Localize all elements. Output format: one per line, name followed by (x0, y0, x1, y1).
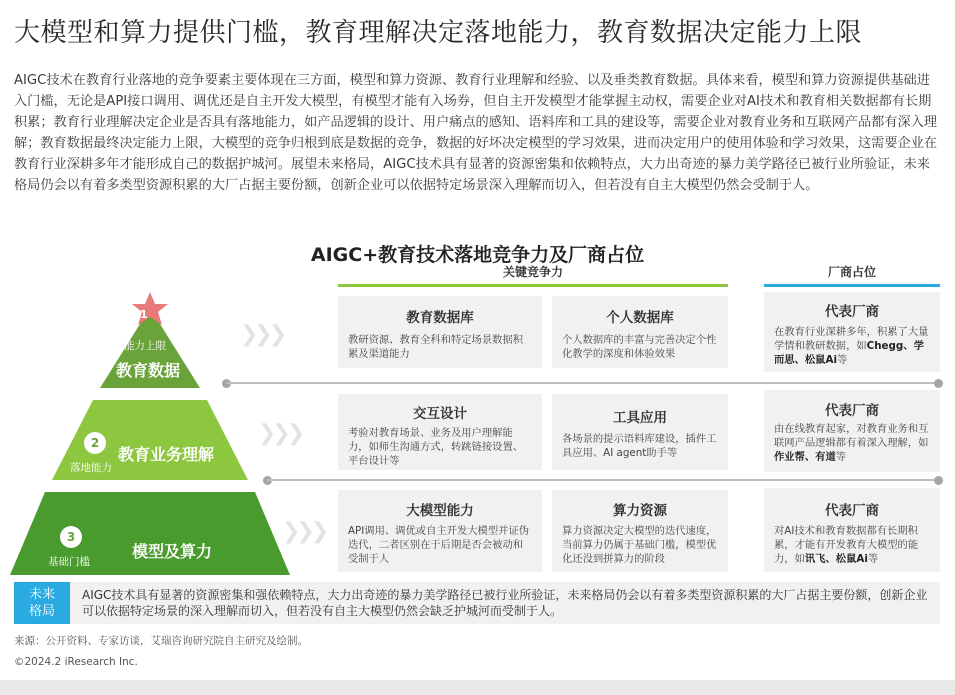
vendor-title: 代表厂商 (825, 503, 879, 519)
source-note: 来源：公开资料、专家访谈，艾瑞咨询研究院自主研究及绘制。 (14, 635, 308, 647)
card-title: 个人数据库 (606, 310, 674, 326)
conclusion-text: AIGC技术具有显著的资源密集和强依赖特点，大力出奇迹的暴力美学路径已被行业所验证，未来格局仍会以有着多类型资源积累的大厂占据主要份额，创新企业可以依据特定场景的深入理解而切入，但若没有自主大模型仍然会缺乏护城河而受制于人。 (82, 588, 928, 618)
conclusion-label: 未来 格局 (14, 582, 70, 624)
chevron-right-icon: ❯❯❯ (282, 519, 326, 544)
card-title: 工具应用 (613, 410, 667, 426)
row-separator (267, 479, 938, 481)
tier1-label: 教育数据 (116, 361, 181, 380)
card-title: 大模型能力 (406, 503, 474, 519)
card-body: 算力资源决定大模型的迭代速度，当前算力仍属于基础门槛，模型优化还没到拼算力的阶段 (562, 525, 717, 565)
vendor-body: 在教育行业深耕多年，积累了大量学情和教研数据，如Chegg、学而思、松鼠Ai等 (774, 326, 929, 366)
card-compute-resource (552, 490, 728, 572)
tier2-number-circle: 2 (84, 432, 106, 454)
tier3-label: 模型及算力 (132, 542, 213, 561)
chevron-right-icon: ❯❯❯ (240, 322, 284, 347)
chevron-right-icon: ❯❯❯ (258, 421, 302, 446)
card-personal-database (552, 296, 728, 368)
card-body: 各场景的提示语料库建设，插件工具应用、AI agent助手等 (562, 433, 717, 459)
vendor-names: 作业帮、有道 (774, 451, 836, 463)
tier1-small-label: 能力上限 (124, 340, 166, 352)
vendor-title: 代表厂商 (825, 403, 879, 419)
card-education-database (338, 296, 542, 368)
vendor-title: 代表厂商 (825, 304, 879, 320)
tier2-label: 教育业务理解 (118, 445, 215, 464)
vendor-card-tier3 (764, 488, 940, 572)
card-tool-application (552, 394, 728, 470)
card-body: API调用、调优或自主开发大模型并证伪迭代，二者区别在于后期是否会被动和受制于人 (348, 525, 530, 565)
card-body: 个人数据库的丰富与完善决定个性化教学的深度和体验效果 (562, 334, 717, 360)
vendor-card-tier2 (764, 390, 940, 472)
card-model-capability (338, 490, 542, 572)
card-interaction-design (338, 394, 542, 470)
card-body: 教研资源、教育全科和特定场景数据积累及渠道能力 (348, 334, 524, 360)
key-competence-header-bar (338, 284, 728, 287)
card-title: 算力资源 (613, 503, 667, 519)
vendor-card-tier1 (764, 292, 940, 372)
tier3-small-label: 基础门槛 (48, 556, 90, 568)
page-title: 大模型和算力提供门槛，教育理解决定落地能力，教育数据决定能力上限 (14, 18, 863, 48)
vendor-body: 对AI技术和教育数据都有长期积累，才能有开发教育大模型的能力，如讯飞、松鼠Ai等 (774, 525, 919, 565)
tier3-number-circle: 3 (60, 526, 82, 548)
row-separator (226, 382, 938, 384)
vendor-names: Chegg、学而思、松鼠Ai (774, 340, 924, 366)
vendor-body: 由在线教育起家，对教育业务和互联网产品逻辑都有着深入理解，如作业帮、有道等 (774, 423, 929, 463)
diagram-title: AIGC+教育技术落地竞争力及厂商占位 (310, 244, 645, 266)
copyright: ©2024.2 iResearch Inc. (14, 656, 138, 668)
vendor-names: 讯飞、松鼠Ai (804, 553, 868, 565)
vendor-position-header-bar (764, 284, 940, 287)
separator-dot (934, 379, 943, 388)
card-title: 交互设计 (413, 406, 467, 422)
tier2-small-label: 落地能力 (70, 462, 112, 474)
key-competence-header: 关键竞争力 (502, 265, 563, 279)
vendor-position-header: 厂商占位 (827, 265, 876, 279)
card-body: 考验对教育场景、业务及用户理解能力，如师生沟通方式，转跳链接设置、平台设计等 (348, 427, 524, 467)
tier1-number: 1 (140, 308, 148, 321)
card-title: 教育数据库 (406, 310, 474, 326)
intro-paragraph: AIGC技术在教育行业落地的竞争要素主要体现在三方面，模型和算力资源、教育行业理解和经验、以及垂类教育数据。具体来看，模型和算力资源提供基础进入门槛，无论是API接口调用、调优还是自主开发大模型，有模型才能有入场券，但自主开发模型才能掌握主动权，需要企业对AI技术和教育相关数据都有长期积累；教育行业理解决定企业是否具有落地能力，如产品逻辑的设计、用户痛点的感知、语料库和工具的建设等，需要企业对教育业务和互联网产品都有深入理解；教育数据最终决定能力上限，大模型的竞争归根到底是数据的竞争，数据的好坏决定模型的学习效果，进而决定用户的使用体验和学习效果，这需要企业在教育行业深耕多年才能形成自己的数据护城河。展望未来格局，AIGC技术具有显著的资源密集和依赖特点，大力出奇迹的暴力美学路径已被行业所验证，未来格局仍会以有着多类型资源积累的大厂占据主要份额，创新企业可以依据特定场景深入理解而切入，但若没有自主大模型仍然会受制于人。 (14, 73, 938, 193)
separator-dot (934, 476, 943, 485)
footer-bar (0, 680, 955, 695)
